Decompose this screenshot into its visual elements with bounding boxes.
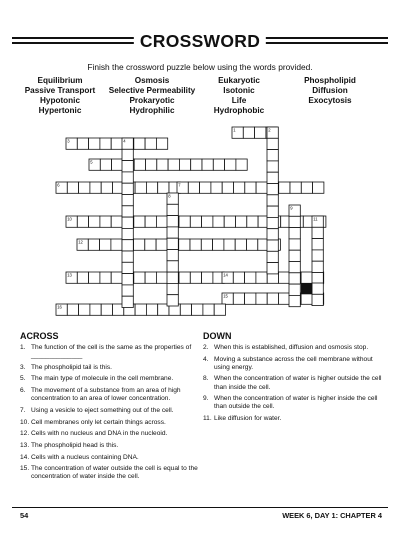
down-clue: [203, 415, 383, 423]
grid-cell[interactable]: [267, 217, 278, 228]
grid-cell[interactable]: [77, 138, 88, 149]
grid-cell[interactable]: [122, 251, 133, 262]
grid-cell[interactable]: [179, 216, 190, 227]
grid-number: 3: [67, 138, 70, 144]
grid-cell[interactable]: [145, 138, 156, 149]
grid-cell[interactable]: [191, 159, 202, 170]
grid-cell[interactable]: [156, 138, 167, 149]
page-number: 54: [20, 511, 29, 520]
grid-cell[interactable]: [267, 206, 278, 217]
grid-number: 10: [67, 216, 72, 222]
grid-cell[interactable]: [100, 159, 111, 170]
grid-cell[interactable]: [267, 229, 278, 240]
grid-cell[interactable]: [279, 182, 290, 193]
grid-cell[interactable]: [122, 206, 133, 217]
clue-text: When the concentration of water is higher outside the cell than inside the cell.: [214, 375, 382, 391]
across-clue: [20, 344, 198, 360]
chapter-label: WEEK 6, DAY 1: CHAPTER 4: [282, 511, 382, 520]
grid-cell[interactable]: [180, 304, 191, 315]
word-bank-word: Hypotonic: [39, 96, 81, 105]
clue-number: 5.: [20, 375, 26, 383]
grid-number: 1: [233, 127, 236, 133]
grid-cell[interactable]: [89, 138, 100, 149]
grid-cell[interactable]: [122, 172, 133, 183]
grid-cell[interactable]: [134, 239, 145, 250]
grid-cell[interactable]: [122, 195, 133, 206]
grid-cell[interactable]: [224, 239, 235, 250]
grid-cell[interactable]: [312, 250, 323, 261]
grid-cell[interactable]: [67, 304, 78, 315]
word-bank-word: Phospholipid: [304, 76, 356, 85]
word-bank-word: Hydrophobic: [213, 106, 265, 115]
grid-cell[interactable]: [188, 182, 199, 193]
grid-cell[interactable]: [146, 304, 157, 315]
grid-cell[interactable]: [267, 263, 278, 274]
grid-cell[interactable]: [156, 272, 167, 283]
grid-cell[interactable]: [89, 216, 100, 227]
grid-cell[interactable]: [134, 138, 145, 149]
grid-cell[interactable]: [79, 304, 90, 315]
grid-cell[interactable]: [256, 182, 267, 193]
grid-cell[interactable]: [213, 239, 224, 250]
clue-text: Using a vesicle to eject something out of the cell.: [31, 406, 174, 414]
grid-cell[interactable]: [122, 296, 133, 307]
grid-cell[interactable]: [245, 293, 256, 304]
clue-text: The phospholipid tail is this.: [31, 363, 113, 371]
clue-text: When the concentration of water is higher inside the cell than outside the cell.: [214, 395, 378, 411]
grid-cell[interactable]: [122, 149, 133, 160]
grid-cell[interactable]: [156, 216, 167, 227]
grid-cell[interactable]: [289, 262, 300, 273]
grid-cell[interactable]: [111, 216, 122, 227]
across-clue: [20, 364, 198, 372]
grid-cell[interactable]: [179, 272, 190, 283]
grid-cell[interactable]: [67, 182, 78, 193]
clue-number: 10.: [20, 418, 30, 426]
clue-text: Like diffusion for water.: [214, 415, 282, 423]
grid-cell[interactable]: [267, 172, 278, 183]
word-bank-word: Isotonic: [223, 86, 255, 95]
grid-number: 5: [90, 159, 93, 165]
grid-cell[interactable]: [225, 159, 236, 170]
grid-cell[interactable]: [243, 127, 254, 138]
grid-cell[interactable]: [88, 239, 99, 250]
grid-cell[interactable]: [122, 217, 133, 228]
clue-number: 9.: [203, 395, 209, 403]
grid-cell[interactable]: [200, 182, 211, 193]
grid-cell[interactable]: [167, 295, 178, 306]
grid-cell[interactable]: [245, 182, 256, 193]
grid-cell[interactable]: [168, 159, 179, 170]
grid-cell[interactable]: [135, 304, 146, 315]
grid-number: 14: [223, 272, 228, 278]
grid-cell[interactable]: [122, 161, 133, 172]
grid-cell[interactable]: [122, 262, 133, 273]
grid-number: 4: [123, 138, 126, 144]
grid-cell[interactable]: [312, 239, 323, 250]
word-bank-word: Life: [231, 96, 247, 105]
grid-cell[interactable]: [267, 251, 278, 262]
word-bank-word: Selective Permeability: [108, 86, 196, 95]
clue-text: Cells with a nucleus containing DNA.: [31, 453, 139, 461]
grid-cell[interactable]: [134, 272, 145, 283]
grid-cell[interactable]: [202, 216, 213, 227]
word-bank-word: Diffusion: [312, 86, 348, 95]
down-heading: DOWN: [203, 331, 232, 341]
grid-cell[interactable]: [122, 285, 133, 296]
grid-cell[interactable]: [289, 250, 300, 261]
across-clue: [20, 407, 198, 415]
grid-cell[interactable]: [90, 182, 101, 193]
grid-cell[interactable]: [111, 272, 122, 283]
grid-cell[interactable]: [101, 182, 112, 193]
grid-number: 16: [57, 304, 62, 310]
clue-text: The phospholipid head is this.: [31, 442, 119, 449]
grid-cell[interactable]: [289, 295, 300, 306]
grid-cell[interactable]: [213, 216, 224, 227]
grid-cell[interactable]: [236, 159, 247, 170]
grid-cell[interactable]: [233, 272, 244, 283]
grid-cell[interactable]: [179, 159, 190, 170]
word-bank-word: Prokaryotic: [129, 96, 175, 105]
clue-number: 15.: [20, 465, 30, 473]
grid-cell[interactable]: [167, 204, 178, 215]
down-clues: [203, 344, 383, 427]
word-bank-word: Eukaryotic: [218, 76, 260, 85]
grid-cell[interactable]: [312, 227, 323, 238]
word-bank-word: Hydrophilic: [129, 106, 175, 115]
grid-cell[interactable]: [214, 304, 225, 315]
across-clue: [20, 465, 198, 481]
grid-number: 9: [290, 205, 293, 211]
grid-cell[interactable]: [167, 238, 178, 249]
grid-cell[interactable]: [122, 274, 133, 285]
grid-cell[interactable]: [279, 272, 290, 283]
grid-cell[interactable]: [100, 138, 111, 149]
grid-cell[interactable]: [313, 182, 324, 193]
grid-cell[interactable]: [100, 239, 111, 250]
grid-cell[interactable]: [146, 159, 157, 170]
grid-cell[interactable]: [79, 182, 90, 193]
word-bank-word: Exocytosis: [308, 96, 352, 105]
grid-cell[interactable]: [267, 240, 278, 251]
grid-cell[interactable]: [156, 239, 167, 250]
grid-cell[interactable]: [122, 183, 133, 194]
clue-number: 13.: [20, 442, 30, 449]
grid-cell[interactable]: [289, 284, 300, 295]
grid-cell[interactable]: [289, 228, 300, 239]
grid-number: 2: [268, 127, 271, 133]
grid-cell[interactable]: [267, 195, 278, 206]
grid-cell[interactable]: [179, 239, 190, 250]
grid-cell[interactable]: [289, 273, 300, 284]
grid-cell[interactable]: [77, 216, 88, 227]
across-clue: [20, 454, 198, 462]
grid-cell[interactable]: [289, 216, 300, 227]
grid-cell[interactable]: [167, 283, 178, 294]
clue-text: The function of the cell is the same as the properties of ______________: [31, 344, 192, 360]
clue-text: Moving a substance across the cell membrane without using energy.: [214, 355, 373, 371]
grid-cell[interactable]: [146, 182, 157, 193]
clue-text: The movement of a substance from an area of high concentration to an area of lower concentration.: [31, 387, 181, 403]
grid-cell[interactable]: [247, 216, 258, 227]
grid-cell[interactable]: [167, 250, 178, 261]
grid-cell[interactable]: [234, 182, 245, 193]
grid-number: 7: [178, 182, 181, 188]
grid-cell[interactable]: [213, 159, 224, 170]
grid-cell[interactable]: [256, 293, 267, 304]
grid-cell[interactable]: [301, 182, 312, 193]
clue-number: 1.: [20, 344, 26, 351]
across-clue: [20, 430, 198, 438]
grid-cell[interactable]: [158, 182, 169, 193]
grid-cell[interactable]: [233, 293, 244, 304]
shaded-cell: [301, 283, 312, 294]
grid-cell[interactable]: [167, 272, 178, 283]
grid-cell[interactable]: [267, 184, 278, 195]
down-clue: [203, 356, 383, 372]
grid-cell[interactable]: [255, 127, 266, 138]
grid-number: 15: [223, 293, 228, 299]
clue-number: 7.: [20, 406, 26, 414]
grid-cell[interactable]: [290, 182, 301, 193]
grid-cell[interactable]: [301, 272, 312, 283]
clue-text: When this is established, diffusion and osmosis stop.: [214, 344, 369, 351]
grid-cell[interactable]: [101, 304, 112, 315]
across-clue: [20, 442, 198, 450]
grid-cell[interactable]: [267, 138, 278, 149]
word-bank-word: Equilibrium: [37, 76, 83, 85]
grid-number: 6: [57, 182, 60, 188]
grid-cell[interactable]: [247, 239, 258, 250]
grid-cell[interactable]: [134, 159, 145, 170]
grid-cell[interactable]: [235, 239, 246, 250]
grid-cell[interactable]: [122, 240, 133, 251]
grid-cell[interactable]: [301, 293, 312, 304]
down-clue: [203, 375, 383, 391]
grid-cell[interactable]: [312, 261, 323, 272]
clue-number: 2.: [203, 344, 209, 351]
grid-cell[interactable]: [145, 272, 156, 283]
grid-cell[interactable]: [122, 228, 133, 239]
grid-cell[interactable]: [145, 239, 156, 250]
word-bank-word: Hypertonic: [38, 106, 82, 115]
footer-rule: [12, 507, 388, 508]
grid-cell[interactable]: [190, 239, 201, 250]
clue-number: 12.: [20, 430, 30, 438]
instructions: Finish the crossword puzzle below using the words provided.: [87, 62, 313, 72]
grid-number: 11: [313, 216, 318, 222]
grid-cell[interactable]: [279, 293, 290, 304]
page-title: CROSSWORD: [134, 32, 266, 50]
grid-cell[interactable]: [111, 138, 122, 149]
grid-cell[interactable]: [134, 216, 145, 227]
grid-cell[interactable]: [89, 272, 100, 283]
grid-cell[interactable]: [100, 272, 111, 283]
grid-cell[interactable]: [202, 159, 213, 170]
grid-cell[interactable]: [312, 283, 323, 294]
grid-cell[interactable]: [190, 216, 201, 227]
grid-cell[interactable]: [236, 216, 247, 227]
grid-cell[interactable]: [111, 239, 122, 250]
down-clue: [203, 395, 383, 411]
clue-text: The concentration of water outside the cell is equal to the concentration of water inside the cell.: [31, 465, 198, 481]
grid-cell[interactable]: [267, 293, 278, 304]
grid-cell[interactable]: [90, 304, 101, 315]
grid-cell[interactable]: [192, 304, 203, 315]
grid-cell[interactable]: [224, 216, 235, 227]
grid-cell[interactable]: [190, 272, 201, 283]
clue-text: Cells with no nucleus and DNA in the nucleoid.: [31, 430, 168, 438]
grid-number: 12: [78, 239, 83, 245]
grid-cell[interactable]: [267, 150, 278, 161]
grid-cell[interactable]: [167, 261, 178, 272]
grid-cell[interactable]: [135, 182, 146, 193]
across-heading: ACROSS: [20, 331, 59, 341]
clue-number: 11.: [203, 415, 212, 423]
clue-number: 3.: [20, 363, 26, 371]
across-clues: [20, 344, 198, 485]
grid-cell[interactable]: [202, 272, 213, 283]
grid-number: 13: [67, 272, 72, 278]
clue-number: 8.: [203, 375, 209, 383]
across-clue: [20, 375, 198, 383]
grid-cell[interactable]: [145, 216, 156, 227]
grid-cell[interactable]: [157, 159, 168, 170]
grid-cell[interactable]: [203, 304, 214, 315]
grid-cell[interactable]: [77, 272, 88, 283]
clue-number: 6.: [20, 387, 26, 395]
clue-text: Cell membranes only let certain things across.: [31, 418, 166, 426]
grid-cell[interactable]: [167, 216, 178, 227]
grid-number: 8: [168, 193, 171, 199]
down-clue: [203, 344, 383, 352]
grid-cell[interactable]: [112, 159, 123, 170]
grid-cell[interactable]: [245, 272, 256, 283]
clue-number: 14.: [20, 453, 30, 461]
across-clue: [20, 387, 198, 403]
grid-cell[interactable]: [167, 227, 178, 238]
word-bank-word: Passive Transport: [24, 86, 96, 95]
grid-cell[interactable]: [312, 294, 323, 305]
grid-cell[interactable]: [222, 182, 233, 193]
clue-number: 4.: [203, 355, 209, 363]
grid-cell[interactable]: [312, 273, 323, 284]
grid-cell[interactable]: [201, 239, 212, 250]
grid-cell[interactable]: [100, 216, 111, 227]
clue-text: The main type of molecule in the cell membrane.: [31, 375, 174, 383]
grid-cell[interactable]: [211, 182, 222, 193]
across-clue: [20, 419, 198, 427]
grid-cell[interactable]: [267, 161, 278, 172]
grid-cell[interactable]: [256, 272, 267, 283]
word-bank-word: Osmosis: [134, 76, 170, 85]
grid-cell[interactable]: [289, 239, 300, 250]
